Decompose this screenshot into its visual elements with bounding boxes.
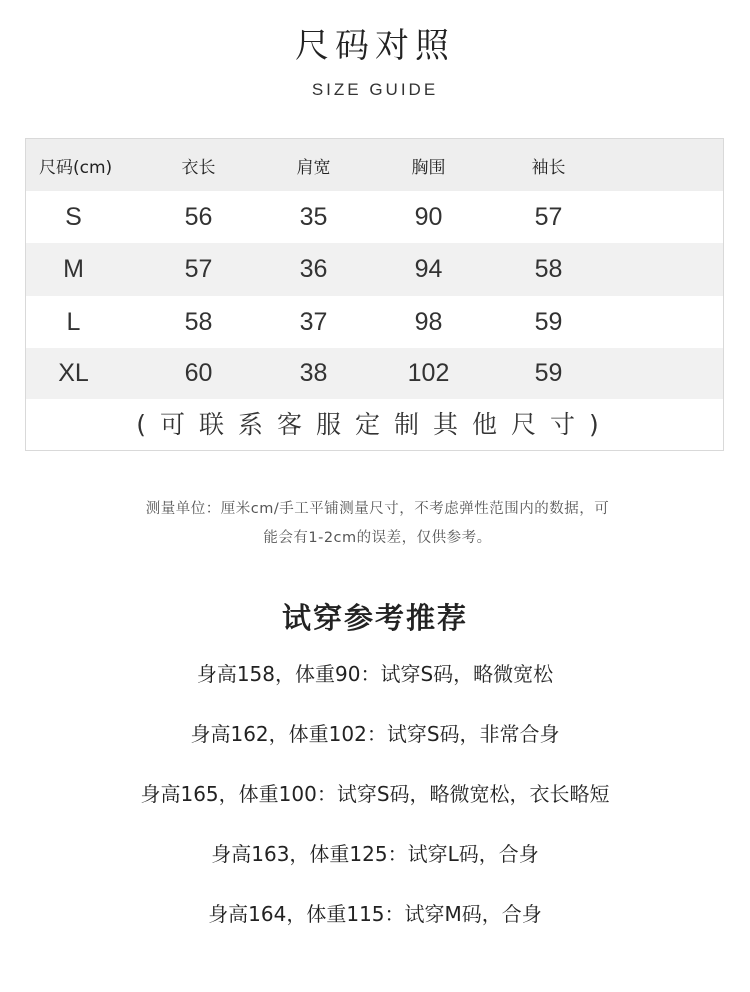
column-header-sleeve: 袖长 (531, 157, 566, 178)
table-cell-size: S (65, 202, 82, 231)
table-row (26, 296, 723, 348)
table-cell: 102 (407, 359, 450, 387)
recommendation-item: 身高158，体重90：试穿S码，略微宽松 (196, 662, 554, 686)
table-cell: 59 (534, 307, 563, 336)
column-header-chest: 胸围 (411, 157, 446, 178)
measurement-note-line: 测量单位：厘米cm/手工平铺测量尺寸，不考虑弹性范围内的数据，可 (145, 501, 610, 517)
table-row (26, 191, 723, 243)
table-cell: 37 (299, 307, 328, 336)
table-header-row (26, 139, 723, 191)
table-cell: 98 (414, 307, 443, 336)
table-cell: 60 (184, 359, 213, 387)
table-cell: 94 (414, 255, 443, 283)
column-header-size: 尺码(cm) (39, 157, 113, 178)
table-cell-size: XL (58, 359, 89, 387)
table-cell: 56 (184, 202, 213, 231)
measurement-note-line: 能会有1-2cm的误差，仅供参考。 (263, 530, 492, 546)
recommendation-item: 身高162，体重102：试穿S码，非常合身 (190, 722, 560, 746)
table-cell: 57 (534, 202, 563, 231)
table-cell: 57 (184, 255, 213, 283)
measurement-note (100, 495, 655, 553)
table-cell: 36 (299, 255, 328, 283)
size-table (25, 138, 724, 451)
recommendation-item: 身高164，体重115：试穿M码，合身 (208, 902, 542, 926)
table-cell: 35 (299, 202, 328, 231)
custom-size-note: (可联系客服定制其他尺寸) (136, 410, 613, 439)
recommendation-item: 身高163，体重125：试穿L码，合身 (211, 842, 539, 866)
table-cell: 38 (299, 359, 328, 387)
table-row (26, 348, 723, 399)
table-cell: 58 (184, 307, 213, 336)
page-subtitle: SIZE GUIDE (311, 80, 439, 99)
table-cell: 90 (414, 202, 443, 231)
table-cell: 58 (534, 255, 563, 283)
table-cell-size: M (63, 255, 84, 283)
page-title: 尺码对照 (295, 26, 455, 66)
recommendation-item: 身高165，体重100：试穿S码，略微宽松，衣长略短 (140, 782, 610, 806)
table-row (26, 243, 723, 296)
recommendations-title: 试穿参考推荐 (281, 601, 468, 635)
column-header-shoulder: 肩宽 (296, 157, 331, 178)
table-cell: 59 (534, 359, 563, 387)
column-header-length: 衣长 (181, 157, 216, 178)
table-cell-size: L (66, 307, 81, 336)
